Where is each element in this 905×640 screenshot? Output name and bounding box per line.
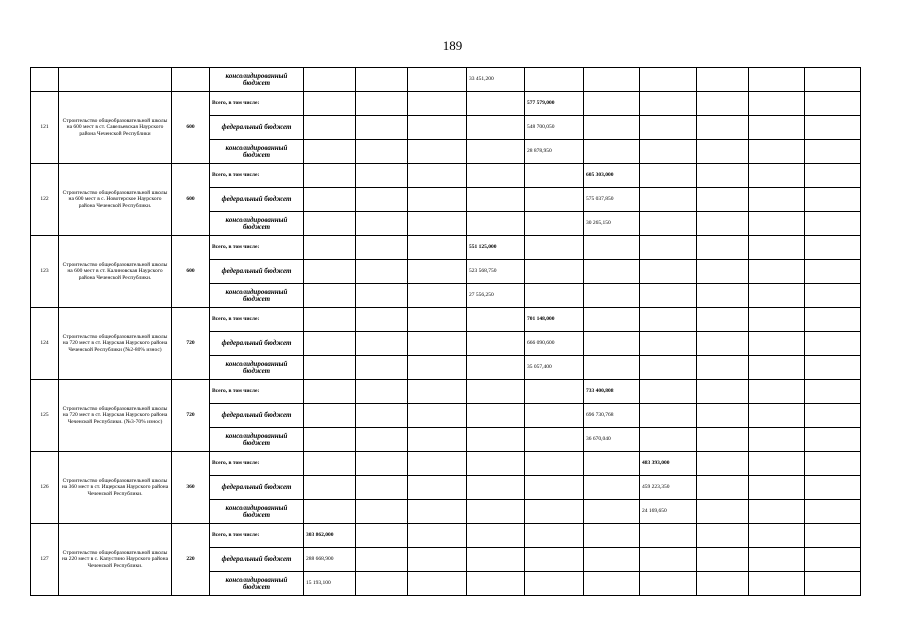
- project-name: Строительство общеобразовательной школы на 360 мест в ст. Ищерская Наурского района Чеченской Республики.: [59, 452, 172, 524]
- empty-cell: [805, 164, 861, 188]
- empty-cell: [408, 260, 467, 284]
- empty-cell: [749, 164, 805, 188]
- amount-cell: 28 878,950: [525, 140, 584, 164]
- empty-cell: [749, 332, 805, 356]
- empty-cell: [640, 116, 697, 140]
- empty-cell: [467, 116, 525, 140]
- empty-cell: [525, 380, 584, 404]
- amount-cell: 575 037,850: [584, 188, 640, 212]
- empty-cell: [640, 212, 697, 236]
- empty-cell: [356, 188, 408, 212]
- table-row: [31, 524, 861, 548]
- empty-cell: [525, 212, 584, 236]
- empty-cell: [467, 476, 525, 500]
- amount-cell: 15 193,100: [304, 572, 356, 596]
- empty-cell: [640, 140, 697, 164]
- amount-cell: 483 393,000: [640, 452, 697, 476]
- empty-cell: [749, 524, 805, 548]
- empty-cell: [356, 260, 408, 284]
- empty-cell: [749, 572, 805, 596]
- empty-cell: [697, 428, 749, 452]
- empty-cell: [304, 332, 356, 356]
- empty-cell: [304, 452, 356, 476]
- empty-cell: [584, 500, 640, 524]
- empty-cell: [749, 428, 805, 452]
- empty-cell: [525, 164, 584, 188]
- project-number: 127: [31, 524, 59, 596]
- page-number: 189: [442, 38, 463, 53]
- empty-cell: [467, 356, 525, 380]
- project-number: 121: [31, 92, 59, 164]
- empty-cell: [59, 68, 172, 92]
- empty-cell: [304, 500, 356, 524]
- funding-source-label: Всего, в том числе:: [210, 236, 304, 260]
- project-number: 126: [31, 452, 59, 524]
- empty-cell: [749, 188, 805, 212]
- empty-cell: [356, 164, 408, 188]
- project-number: 125: [31, 380, 59, 452]
- empty-cell: [408, 308, 467, 332]
- empty-cell: [697, 404, 749, 428]
- empty-cell: [467, 332, 525, 356]
- project-capacity: 360: [172, 452, 210, 524]
- empty-cell: [525, 260, 584, 284]
- empty-cell: [697, 572, 749, 596]
- empty-cell: [525, 236, 584, 260]
- empty-cell: [805, 404, 861, 428]
- empty-cell: [640, 92, 697, 116]
- empty-cell: [584, 524, 640, 548]
- empty-cell: [304, 116, 356, 140]
- empty-cell: [304, 356, 356, 380]
- funding-source-label: федеральный бюджет: [210, 332, 304, 356]
- amount-cell: 696 730,768: [584, 404, 640, 428]
- project-name: Строительство общеобразовательной школы на 720 мест в ст. Наурская Наурского района Чеченской Республики (№2-80% износ): [59, 308, 172, 380]
- empty-cell: [697, 212, 749, 236]
- empty-cell: [304, 92, 356, 116]
- empty-cell: [525, 500, 584, 524]
- empty-cell: [584, 548, 640, 572]
- empty-cell: [805, 356, 861, 380]
- funding-source-label: Всего, в том числе:: [210, 380, 304, 404]
- empty-cell: [697, 260, 749, 284]
- empty-cell: [467, 428, 525, 452]
- project-number: 123: [31, 236, 59, 308]
- empty-cell: [304, 380, 356, 404]
- table-row: [31, 452, 861, 476]
- empty-cell: [805, 428, 861, 452]
- empty-cell: [172, 68, 210, 92]
- empty-cell: [749, 404, 805, 428]
- empty-cell: [467, 212, 525, 236]
- funding-source-label: консолидированный бюджет: [210, 356, 304, 380]
- project-capacity: 600: [172, 236, 210, 308]
- empty-cell: [805, 212, 861, 236]
- funding-source-label: федеральный бюджет: [210, 476, 304, 500]
- empty-cell: [467, 308, 525, 332]
- empty-cell: [697, 236, 749, 260]
- funding-source-label: консолидированный бюджет: [210, 212, 304, 236]
- empty-cell: [408, 500, 467, 524]
- empty-cell: [697, 116, 749, 140]
- empty-cell: [525, 572, 584, 596]
- empty-cell: [525, 68, 584, 92]
- empty-cell: [525, 428, 584, 452]
- empty-cell: [356, 404, 408, 428]
- empty-cell: [805, 236, 861, 260]
- amount-cell: 36 670,040: [584, 428, 640, 452]
- empty-cell: [640, 284, 697, 308]
- empty-cell: [697, 308, 749, 332]
- empty-cell: [584, 332, 640, 356]
- amount-cell: 701 148,000: [525, 308, 584, 332]
- empty-cell: [697, 164, 749, 188]
- amount-cell: 303 862,000: [304, 524, 356, 548]
- project-capacity: 220: [172, 524, 210, 596]
- empty-cell: [525, 452, 584, 476]
- empty-cell: [584, 572, 640, 596]
- empty-cell: [408, 92, 467, 116]
- empty-cell: [805, 380, 861, 404]
- empty-cell: [356, 548, 408, 572]
- empty-cell: [408, 572, 467, 596]
- table-row: [31, 308, 861, 332]
- empty-cell: [467, 140, 525, 164]
- empty-cell: [584, 92, 640, 116]
- empty-cell: [640, 332, 697, 356]
- budget-table: [30, 67, 861, 596]
- empty-cell: [525, 188, 584, 212]
- project-capacity: 720: [172, 308, 210, 380]
- table-body: [31, 68, 861, 596]
- empty-cell: [640, 548, 697, 572]
- empty-cell: [304, 212, 356, 236]
- empty-cell: [640, 164, 697, 188]
- amount-cell: 27 556,250: [467, 284, 525, 308]
- amount-cell: 605 303,000: [584, 164, 640, 188]
- empty-cell: [805, 284, 861, 308]
- empty-cell: [697, 356, 749, 380]
- empty-cell: [467, 572, 525, 596]
- empty-cell: [805, 68, 861, 92]
- empty-cell: [805, 260, 861, 284]
- empty-cell: [408, 140, 467, 164]
- empty-cell: [640, 68, 697, 92]
- empty-cell: [805, 476, 861, 500]
- empty-cell: [805, 188, 861, 212]
- funding-source-label: федеральный бюджет: [210, 188, 304, 212]
- empty-cell: [697, 524, 749, 548]
- empty-cell: [356, 500, 408, 524]
- empty-cell: [356, 380, 408, 404]
- empty-cell: [304, 308, 356, 332]
- empty-cell: [408, 236, 467, 260]
- empty-cell: [584, 284, 640, 308]
- empty-cell: [356, 116, 408, 140]
- empty-cell: [640, 428, 697, 452]
- empty-cell: [31, 68, 59, 92]
- amount-cell: 288 668,900: [304, 548, 356, 572]
- empty-cell: [408, 68, 467, 92]
- empty-cell: [805, 524, 861, 548]
- funding-source-label: федеральный бюджет: [210, 548, 304, 572]
- empty-cell: [467, 380, 525, 404]
- empty-cell: [356, 332, 408, 356]
- empty-cell: [408, 212, 467, 236]
- empty-cell: [304, 476, 356, 500]
- empty-cell: [640, 524, 697, 548]
- empty-cell: [584, 356, 640, 380]
- empty-cell: [749, 476, 805, 500]
- project-capacity: 600: [172, 92, 210, 164]
- table-row: [31, 68, 861, 92]
- empty-cell: [805, 332, 861, 356]
- empty-cell: [697, 92, 749, 116]
- empty-cell: [304, 68, 356, 92]
- empty-cell: [805, 140, 861, 164]
- empty-cell: [805, 572, 861, 596]
- amount-cell: 551 125,000: [467, 236, 525, 260]
- empty-cell: [584, 68, 640, 92]
- table-row: [31, 164, 861, 188]
- empty-cell: [749, 380, 805, 404]
- empty-cell: [408, 404, 467, 428]
- empty-cell: [749, 260, 805, 284]
- empty-cell: [408, 524, 467, 548]
- empty-cell: [640, 236, 697, 260]
- empty-cell: [640, 356, 697, 380]
- amount-cell: 35 057,400: [525, 356, 584, 380]
- empty-cell: [408, 452, 467, 476]
- amount-cell: 577 579,000: [525, 92, 584, 116]
- empty-cell: [749, 116, 805, 140]
- amount-cell: 548 700,050: [525, 116, 584, 140]
- funding-source-label: федеральный бюджет: [210, 116, 304, 140]
- empty-cell: [584, 260, 640, 284]
- amount-cell: 733 400,808: [584, 380, 640, 404]
- empty-cell: [805, 92, 861, 116]
- funding-source-label: федеральный бюджет: [210, 404, 304, 428]
- amount-cell: 459 223,350: [640, 476, 697, 500]
- empty-cell: [356, 356, 408, 380]
- empty-cell: [697, 140, 749, 164]
- empty-cell: [408, 428, 467, 452]
- empty-cell: [304, 188, 356, 212]
- empty-cell: [805, 116, 861, 140]
- empty-cell: [467, 452, 525, 476]
- empty-cell: [697, 332, 749, 356]
- empty-cell: [408, 356, 467, 380]
- funding-source-label: федеральный бюджет: [210, 260, 304, 284]
- empty-cell: [525, 284, 584, 308]
- empty-cell: [408, 476, 467, 500]
- empty-cell: [356, 92, 408, 116]
- empty-cell: [749, 212, 805, 236]
- funding-source-label: Всего, в том числе:: [210, 308, 304, 332]
- empty-cell: [584, 140, 640, 164]
- empty-cell: [467, 500, 525, 524]
- empty-cell: [356, 428, 408, 452]
- project-name: Строительство общеобразовательной школы на 600 мест в ст. Калиновская Наурского района Чеченской Республики.: [59, 236, 172, 308]
- empty-cell: [749, 92, 805, 116]
- empty-cell: [467, 92, 525, 116]
- amount-cell: 24 169,650: [640, 500, 697, 524]
- empty-cell: [584, 116, 640, 140]
- empty-cell: [640, 188, 697, 212]
- empty-cell: [805, 548, 861, 572]
- empty-cell: [408, 116, 467, 140]
- empty-cell: [749, 68, 805, 92]
- empty-cell: [467, 404, 525, 428]
- empty-cell: [304, 236, 356, 260]
- empty-cell: [304, 404, 356, 428]
- empty-cell: [356, 140, 408, 164]
- empty-cell: [356, 212, 408, 236]
- empty-cell: [467, 548, 525, 572]
- project-capacity: 600: [172, 164, 210, 236]
- empty-cell: [749, 236, 805, 260]
- project-number: 124: [31, 308, 59, 380]
- empty-cell: [805, 308, 861, 332]
- empty-cell: [749, 548, 805, 572]
- empty-cell: [749, 284, 805, 308]
- empty-cell: [356, 236, 408, 260]
- empty-cell: [749, 140, 805, 164]
- empty-cell: [467, 524, 525, 548]
- empty-cell: [805, 452, 861, 476]
- project-name: Строительство общеобразовательной школы на 220 мест в с. Капустино Наурского района Чеченской Республики.: [59, 524, 172, 596]
- empty-cell: [356, 452, 408, 476]
- funding-source-label: консолидированный бюджет: [210, 68, 304, 92]
- empty-cell: [749, 356, 805, 380]
- empty-cell: [584, 236, 640, 260]
- empty-cell: [749, 308, 805, 332]
- empty-cell: [525, 476, 584, 500]
- empty-cell: [408, 284, 467, 308]
- empty-cell: [304, 284, 356, 308]
- empty-cell: [408, 380, 467, 404]
- project-name: Строительство общеобразовательной школы на 600 мест в с. Новотерское Наурского района Чеченской Республики.: [59, 164, 172, 236]
- funding-source-label: консолидированный бюджет: [210, 284, 304, 308]
- empty-cell: [356, 476, 408, 500]
- project-name: Строительство общеобразовательной школы на 720 мест в ст. Наурская Наурского района Чеченской Республики. (№3-70% износ): [59, 380, 172, 452]
- empty-cell: [697, 284, 749, 308]
- empty-cell: [697, 380, 749, 404]
- amount-cell: 33 451,200: [467, 68, 525, 92]
- table-row: [31, 92, 861, 116]
- empty-cell: [356, 524, 408, 548]
- funding-source-label: консолидированный бюджет: [210, 428, 304, 452]
- table-row: [31, 380, 861, 404]
- empty-cell: [584, 452, 640, 476]
- funding-source-label: консолидированный бюджет: [210, 140, 304, 164]
- empty-cell: [408, 164, 467, 188]
- empty-cell: [304, 260, 356, 284]
- empty-cell: [525, 524, 584, 548]
- funding-source-label: Всего, в том числе:: [210, 452, 304, 476]
- empty-cell: [467, 164, 525, 188]
- empty-cell: [749, 452, 805, 476]
- empty-cell: [408, 332, 467, 356]
- empty-cell: [356, 68, 408, 92]
- empty-cell: [640, 308, 697, 332]
- funding-source-label: консолидированный бюджет: [210, 500, 304, 524]
- empty-cell: [304, 428, 356, 452]
- empty-cell: [408, 188, 467, 212]
- empty-cell: [805, 500, 861, 524]
- empty-cell: [697, 68, 749, 92]
- empty-cell: [749, 500, 805, 524]
- funding-source-label: Всего, в том числе:: [210, 524, 304, 548]
- funding-source-label: Всего, в том числе:: [210, 92, 304, 116]
- empty-cell: [356, 308, 408, 332]
- empty-cell: [304, 164, 356, 188]
- project-name: Строительство общеобразовательной школы на 600 мест в ст. Савельевская Наурского района Чеченской Республики: [59, 92, 172, 164]
- funding-source-label: консолидированный бюджет: [210, 572, 304, 596]
- empty-cell: [697, 476, 749, 500]
- empty-cell: [584, 308, 640, 332]
- empty-cell: [525, 548, 584, 572]
- project-number: 122: [31, 164, 59, 236]
- empty-cell: [697, 500, 749, 524]
- empty-cell: [640, 260, 697, 284]
- empty-cell: [525, 404, 584, 428]
- amount-cell: 523 568,750: [467, 260, 525, 284]
- empty-cell: [356, 284, 408, 308]
- empty-cell: [408, 548, 467, 572]
- empty-cell: [697, 452, 749, 476]
- empty-cell: [640, 404, 697, 428]
- amount-cell: 30 265,150: [584, 212, 640, 236]
- empty-cell: [356, 572, 408, 596]
- table-row: [31, 236, 861, 260]
- project-capacity: 720: [172, 380, 210, 452]
- empty-cell: [697, 188, 749, 212]
- empty-cell: [304, 140, 356, 164]
- empty-cell: [584, 476, 640, 500]
- empty-cell: [640, 380, 697, 404]
- empty-cell: [467, 188, 525, 212]
- empty-cell: [697, 548, 749, 572]
- funding-source-label: Всего, в том числе:: [210, 164, 304, 188]
- amount-cell: 666 090,600: [525, 332, 584, 356]
- empty-cell: [640, 572, 697, 596]
